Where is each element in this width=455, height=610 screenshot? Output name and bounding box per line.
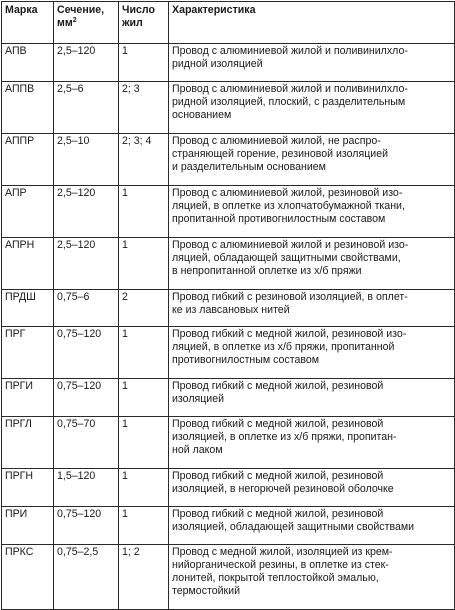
header-description: Характеристика bbox=[169, 2, 455, 44]
cell-description bbox=[169, 327, 455, 379]
cell-marka: АПР bbox=[2, 186, 54, 238]
cell-cores: 1 bbox=[119, 417, 169, 469]
cell-marka: ПРГИ bbox=[2, 379, 54, 417]
description-line: Провод с алюминиевой жилой, не распро- bbox=[172, 135, 381, 147]
description-line: изоляцией, обладающей защитными свойствами bbox=[172, 521, 415, 533]
table-row bbox=[2, 417, 455, 469]
description-line: нийорганической резины, в оплетке из стек- bbox=[172, 559, 389, 571]
cell-cores: 1 bbox=[119, 327, 169, 379]
description-line: противогнилостным составом bbox=[172, 354, 320, 366]
description-line: Провод с алюминиевой жилой и резиновой изо- bbox=[172, 239, 409, 251]
header-section-unit-sup: 2 bbox=[72, 17, 77, 24]
cell-description bbox=[169, 545, 455, 610]
cell-marka: АПРН bbox=[2, 238, 54, 290]
cell-cores: 1 bbox=[119, 379, 169, 417]
description-line: ляцией, обладающей защитными свойствами, bbox=[172, 252, 401, 264]
cell-cores: 1 bbox=[119, 44, 169, 82]
cell-section: 0,75–70 bbox=[54, 417, 119, 469]
cell-description bbox=[169, 290, 455, 327]
cell-description bbox=[169, 238, 455, 290]
description-line: страняющей горение, резиновой изоляцией bbox=[172, 148, 389, 160]
header-section bbox=[54, 2, 119, 44]
header-cores-line1: Число bbox=[122, 4, 155, 16]
header-marka: Марка bbox=[2, 2, 54, 44]
cell-marka: ПРДШ bbox=[2, 290, 54, 327]
description-line: в непропитанной оплетке из х/б пряжи bbox=[172, 265, 362, 277]
cell-section: 2,5–120 bbox=[54, 238, 119, 290]
table-body bbox=[2, 44, 455, 610]
description-line: Провод с алюминиевой жилой и поливинилхло- bbox=[172, 45, 408, 57]
description-line: изоляцией, в негорючей резиновой оболочке bbox=[172, 483, 394, 495]
cell-section: 0,75–120 bbox=[54, 379, 119, 417]
description-line: Провод с медной жилой, изоляцией из крем- bbox=[172, 546, 393, 558]
cell-marka: АПВ bbox=[2, 44, 54, 82]
cell-cores: 2; 3; 4 bbox=[119, 134, 169, 186]
description-line: пропитанной противогнилостным составом bbox=[172, 213, 386, 225]
description-line: ридной изоляцией, плоский, с разделительным bbox=[172, 96, 406, 108]
description-line: изоляцией, в оплетке из х/б пряжи, пропитан- bbox=[172, 431, 397, 443]
description-line: Провод гибкий с медной жилой, резиновой bbox=[172, 380, 384, 392]
description-line: ке из лавсановых нитей bbox=[172, 304, 290, 316]
cell-section: 0,75–120 bbox=[54, 327, 119, 379]
description-line: ной лаком bbox=[172, 444, 223, 456]
cell-marka: ПРИ bbox=[2, 507, 54, 545]
description-line: Провод гибкий с медной жилой, резиновой bbox=[172, 508, 384, 520]
cell-section: 0,75–120 bbox=[54, 507, 119, 545]
cell-section: 2,5–120 bbox=[54, 44, 119, 82]
cell-description bbox=[169, 379, 455, 417]
description-line: изоляцией bbox=[172, 393, 225, 405]
table-row bbox=[2, 545, 455, 610]
description-line: основанием bbox=[172, 109, 232, 121]
header-cores bbox=[119, 2, 169, 44]
description-line: ляцией, в оплетке из хлопчатобумажной ткани, bbox=[172, 200, 405, 212]
header-section-unit: мм bbox=[57, 17, 73, 29]
header-cores-line2: жил bbox=[122, 17, 143, 29]
description-line: Провод гибкий с медной жилой, резиновой bbox=[172, 418, 384, 430]
cell-description bbox=[169, 186, 455, 238]
header-section-label: Сечение, bbox=[57, 4, 105, 16]
description-line: Провод гибкий с резиновой изоляцией, в оплет- bbox=[172, 291, 408, 303]
cell-marka: ПРГЛ bbox=[2, 417, 54, 469]
description-line: Провод гибкий с медной жилой, резиновой bbox=[172, 470, 384, 482]
cell-section: 2,5–6 bbox=[54, 82, 119, 134]
description-line: лонитей, покрытой теплостойкой эмалью, bbox=[172, 572, 379, 584]
table-row bbox=[2, 82, 455, 134]
cell-section: 2,5–120 bbox=[54, 186, 119, 238]
description-line: Провод гибкий с медной жилой, резиновой изо- bbox=[172, 328, 407, 340]
cell-marka: ПРГН bbox=[2, 469, 54, 507]
table-row bbox=[2, 379, 455, 417]
cell-marka: АППВ bbox=[2, 82, 54, 134]
cell-section: 2,5–10 bbox=[54, 134, 119, 186]
description-line: и разделительным основанием bbox=[172, 161, 326, 173]
cell-description bbox=[169, 469, 455, 507]
cell-section: 1,5–120 bbox=[54, 469, 119, 507]
table-row bbox=[2, 507, 455, 545]
cell-cores: 1; 2 bbox=[119, 545, 169, 610]
wire-spec-table bbox=[1, 1, 455, 610]
description-line: термостойкий bbox=[172, 585, 241, 597]
cell-description bbox=[169, 82, 455, 134]
cell-cores: 1 bbox=[119, 507, 169, 545]
cell-description bbox=[169, 417, 455, 469]
table-header-row bbox=[2, 2, 455, 44]
cell-cores: 1 bbox=[119, 469, 169, 507]
cell-section: 0,75–6 bbox=[54, 290, 119, 327]
cell-marka: АППР bbox=[2, 134, 54, 186]
cell-section: 0,75–2,5 bbox=[54, 545, 119, 610]
description-line: Провод с алюминиевой жилой, резиновой изо- bbox=[172, 187, 403, 199]
header-section-unit-line bbox=[57, 17, 115, 30]
table-row bbox=[2, 327, 455, 379]
cell-description bbox=[169, 44, 455, 82]
cell-marka: ПРКС bbox=[2, 545, 54, 610]
cell-cores: 1 bbox=[119, 238, 169, 290]
description-line: Провод с алюминиевой жилой и поливинилхло- bbox=[172, 83, 408, 95]
description-line: ридной изоляцией bbox=[172, 58, 263, 70]
cell-marka: ПРГ bbox=[2, 327, 54, 379]
table-row bbox=[2, 134, 455, 186]
cell-cores: 2 bbox=[119, 290, 169, 327]
cell-description bbox=[169, 134, 455, 186]
description-line: ляцией, в оплетке из х/б пряжи, пропитанной bbox=[172, 341, 395, 353]
table-row bbox=[2, 290, 455, 327]
table-row bbox=[2, 469, 455, 507]
cell-cores: 2; 3 bbox=[119, 82, 169, 134]
cell-cores: 1 bbox=[119, 186, 169, 238]
table-row bbox=[2, 44, 455, 82]
cell-description bbox=[169, 507, 455, 545]
table-row bbox=[2, 186, 455, 238]
table-row bbox=[2, 238, 455, 290]
